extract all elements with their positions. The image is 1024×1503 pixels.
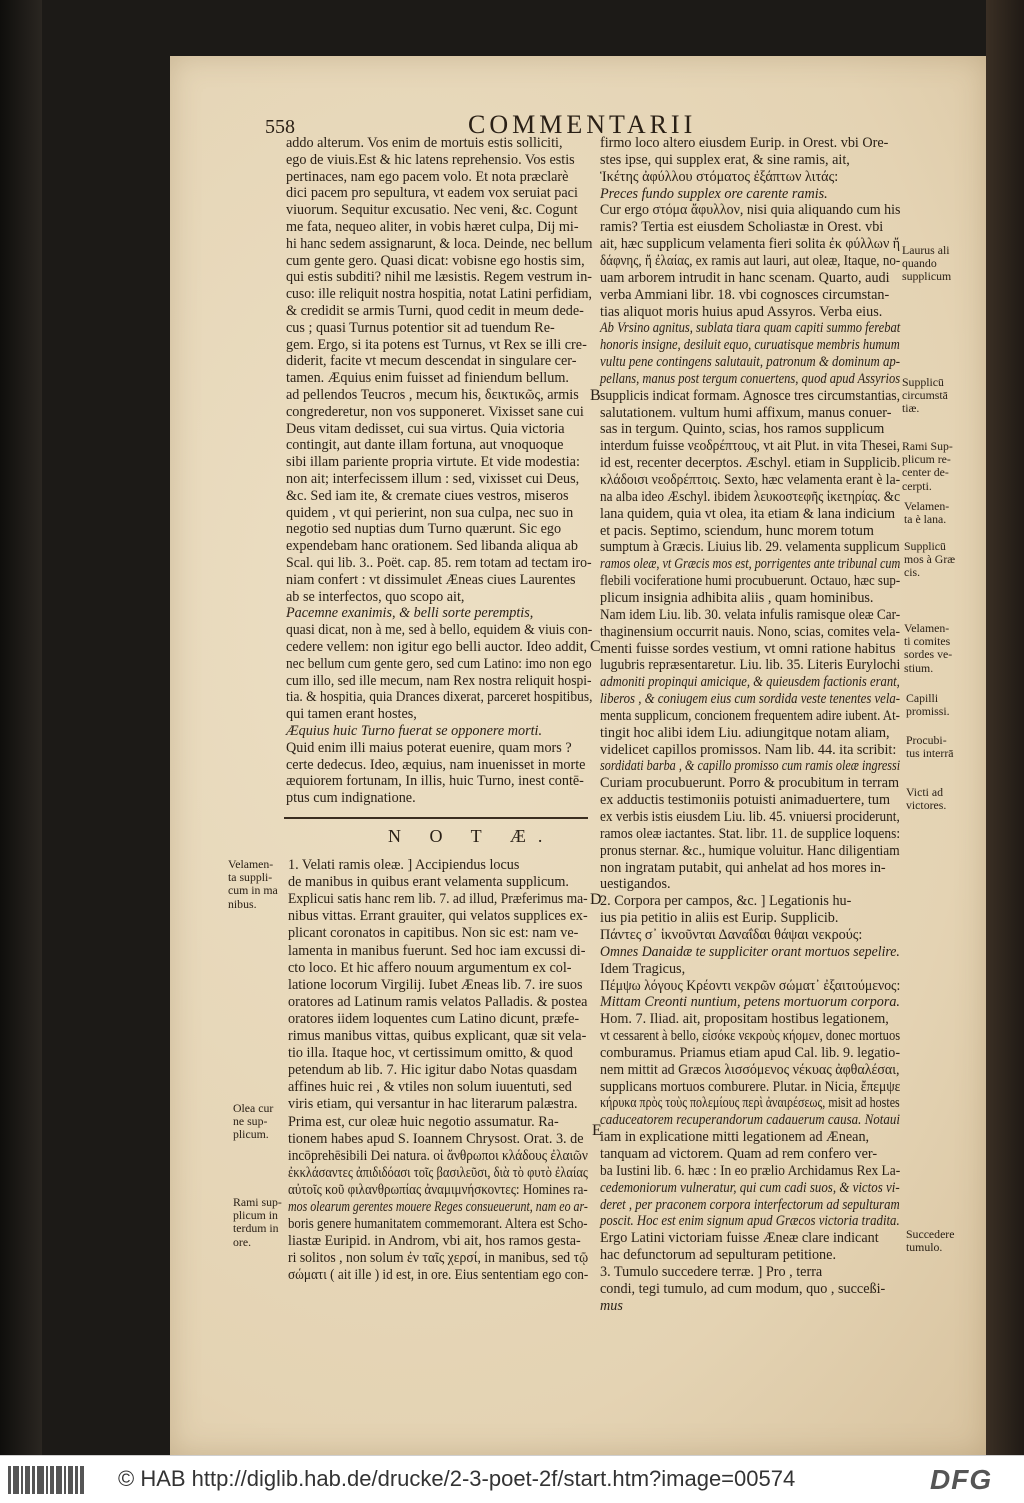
text-line: Cur ergo στόμα ἄφυλλον, nisi quia aliquando cum his xyxy=(600,202,901,219)
text-line: uestigandos. xyxy=(600,876,671,893)
text-line: cedere vellem: non igitur ego belli auctor. Ideo addit, xyxy=(286,639,587,655)
margin-note-line: Velamen- xyxy=(228,857,274,871)
margin-note-line: Velamen- xyxy=(904,621,950,635)
text-line: ba Iustini lib. 6. hæc : In eo prælio Archidamus Rex La- xyxy=(600,1162,901,1179)
margin-note-line: mos à Græ xyxy=(904,552,956,567)
margin-note-line: supplicum xyxy=(902,269,952,284)
text-line: vt cessarent à bello, εἰσόκε νεκροὺς κήομεν, donec mortuos xyxy=(600,1028,901,1045)
text-line: condi, tegi tumulo, ad cum modum, quo , succeßi- xyxy=(600,1280,886,1297)
margin-note xyxy=(904,500,949,526)
text-line: δάφνης, ἤ ἐλαίας, ex ramis aut lauri, aut oleæ, Itaque, no- xyxy=(600,252,901,269)
text-line: tia. & hospitia, quia Drances dixerat, parceret hospitibus, xyxy=(286,689,593,706)
text-line: lamenta in manibus fuerunt. Sed hoc iam excussi di- xyxy=(288,942,586,959)
text-line: Prima est, cur oleæ huic negotio assumatur. Ra- xyxy=(288,1113,559,1130)
running-title: COMMENTARII xyxy=(468,110,697,139)
text-line: Pacemne exanimis, & belli sorte peremptis, xyxy=(286,605,534,622)
scan-left-edge xyxy=(0,0,42,1455)
text-line: cuso: ille reliquit nostra hospitia, notat Latini perfidiam, xyxy=(286,286,592,303)
section-letter: B xyxy=(590,387,601,404)
text-line: sas in tergum. Quinto, scias, hos ramos supplicum xyxy=(600,421,885,438)
text-line: ex verbis istis eiusdem Liu. lib. 45. vniuersi prociderunt, xyxy=(600,809,900,825)
text-line: αὐτοῖς κοῦ φιλανθρωπίας ἀναμιμνήσκοντες: Homines ra- xyxy=(288,1181,588,1198)
margin-note-line: Velamen- xyxy=(904,499,950,513)
text-line: κήρυκα πρὸς τοὺς πολεμίους περὶ ἀναιρέσεως, misit ad hostes xyxy=(600,1095,900,1112)
margin-note-line: ta suppli- xyxy=(228,870,273,885)
text-line: ius pia petitio in aliis est Eurip. Supplicib. xyxy=(600,910,839,927)
text-line: cedemoniorum vulneratur, qui cum cadi suos, & victos vi- xyxy=(600,1179,900,1196)
text-line: contingit, aut dante illam fortuna, aut vnoquoque xyxy=(286,437,564,454)
margin-note-line: victores. xyxy=(906,798,947,813)
margin-note-line: cis. xyxy=(904,565,921,580)
text-line: ptus cum indignatione. xyxy=(286,790,416,807)
notes-heading: N O T Æ. xyxy=(388,826,555,846)
text-line: interdum fuisse νεοδρέπτους, vt ait Plut. in vita Thesei, xyxy=(600,438,901,455)
text-line: addo alterum. Vos enim de mortuis estis solliciti, xyxy=(286,135,563,151)
margin-note xyxy=(902,440,953,493)
text-line: ramos oleæ iactantes. Stat. libr. 11. de supplice loquens: xyxy=(600,825,901,842)
text-line: qui tamen erant hostes, xyxy=(286,706,417,723)
text-line: ex adductis testimoniis potuisti animaduertere, tum xyxy=(600,792,890,809)
text-line: quasi dicat, non à me, sed à bello, equidem & viuis con- xyxy=(286,622,593,639)
margin-note-line: Victi ad xyxy=(906,785,943,799)
margin-note-line: ti comites xyxy=(904,634,951,649)
text-line: ab se interfectos, quo scopo ait, xyxy=(286,588,465,605)
text-line: nibus vittas. Errant grauiter, qui velatos supplices ex- xyxy=(288,908,588,925)
margin-note-line: promissi. xyxy=(906,704,950,719)
margin-note-line: plicum in xyxy=(233,1208,278,1223)
margin-note-line: Capilli xyxy=(906,691,939,705)
text-line: incōprehēsibili Dei natura. οἱ ἄνθρωποι κλάδους ἐλαιῶν xyxy=(288,1147,588,1164)
text-line: tanquam ad victorem. Quam ad rem confero ver- xyxy=(600,1146,878,1162)
text-line: Explicui satis hanc rem lib. 7. ad illud, Præferimus ma- xyxy=(288,891,588,908)
text-line: κλάδοισι νεοδρέπτοις. Sexto, hæc velamenta erant è la- xyxy=(600,472,901,488)
text-line: latione locorum Virgilij. Iubet Æneas lib. 7. ire suos xyxy=(288,976,583,993)
page-number: 558 xyxy=(265,116,295,138)
text-line: stes ipse, qui supplex erat, & sine ramis, ait, xyxy=(600,151,850,168)
text-line: nem mittit ad Græcos λισσόμενος νέκυας ἀφθαλέσαι, xyxy=(600,1061,900,1078)
dfg-logo: DFG xyxy=(930,1464,993,1495)
text-line: ἐκκλάσαντες ἀπιδιδόασι τοῖς βασιλεῦσι, διὰ τὸ φυτὸ ἐλαίας xyxy=(288,1164,588,1181)
text-line: comburamus. Priamus etiam apud Cal. lib. 9. legatio- xyxy=(600,1044,901,1061)
text-line: Ab Vrsino agnitus, sublata tiara quam capiti summo ferebat xyxy=(600,320,901,337)
text-line: cum illo, sed ille mecum, nam Rex nostra reliquit hospi- xyxy=(286,672,592,689)
margin-note xyxy=(906,1228,954,1254)
text-line: cum gente gero. Quasi dicat: vobisne ego hostis sim, xyxy=(286,252,585,269)
text-line: mos olearum gerentes mouere Reges consueuerunt, nam eo ar- xyxy=(288,1199,588,1215)
text-line: et pacis. Septimo, sciendum, hunc morem totum xyxy=(600,522,874,539)
text-line: dici pacem pro sepultura, vt eadem vox seruiat paci xyxy=(286,185,578,202)
footer-bar xyxy=(0,1455,1024,1503)
text-line: pronus sternar. &c., humique voluitur. Hanc diligentiam xyxy=(600,842,900,859)
margin-note-line: Olea cur xyxy=(233,1101,274,1115)
section-letter: E xyxy=(592,1122,602,1139)
text-line: viris etiam, qui versantur in hac literarum palæstra. xyxy=(288,1096,578,1113)
notes-divider xyxy=(284,817,588,819)
text-line: certe dedecus. Ideo, æquius, nam inuenisset in morte xyxy=(286,756,586,773)
margin-note xyxy=(906,786,946,812)
text-line: Hom. 7. Iliad. ait, propositam hostibus legationem, xyxy=(600,1011,889,1028)
margin-note-line: center de- xyxy=(902,465,949,480)
text-line: Nam idem Liu. lib. 30. velata infulis ramisque oleæ Car- xyxy=(600,606,901,623)
text-line: Mittam Creonti nuntium, petens mortuorum corpora. xyxy=(600,994,900,1011)
section-letter: C xyxy=(590,638,601,655)
margin-note-line: Laurus ali xyxy=(902,243,950,257)
text-line: id est, recenter decerptos. Æschyl. etiam in Supplicib. xyxy=(600,455,901,472)
margin-note-line: Rami sup- xyxy=(233,1195,282,1209)
text-line: na alba ideo Æschyl. ibidem λευκοστεφῆς ἱκετηρίας. &c xyxy=(600,488,900,505)
margin-note-line: tiæ. xyxy=(902,401,920,416)
margin-note-line: sordes ve- xyxy=(904,647,953,662)
text-line: honoris insigne, desiluit equo, curuatisque membris humum xyxy=(600,337,900,354)
text-line: lugubris repræsentaretur. Liu. lib. 35. Literis Eurylochi xyxy=(600,657,901,674)
margin-note-line: stium. xyxy=(904,660,934,675)
text-line: & credidit se armis Turni, quod cedit in meum dede- xyxy=(286,303,584,319)
text-line: 1. Velati ramis oleæ. ] Accipiendus locus xyxy=(288,857,520,873)
text-line: videlicet capillos promissos. Nam lib. 44. ita scribit: xyxy=(600,741,897,758)
text-line: Æquius huic Turno fuerat se opponere morti. xyxy=(286,723,543,739)
text-line: ramis? Tertia est eiusdem Scholiastæ in Orest. vbi xyxy=(600,219,884,236)
margin-note-line: ne sup- xyxy=(233,1114,268,1129)
margin-note-line: nibus. xyxy=(228,896,257,911)
text-line: tias aliquot moris huius apud Assyros. Verba eius. xyxy=(600,303,883,320)
scan-right-edge xyxy=(986,0,1024,1455)
text-line: menta supplicum, concionem frequentem adire iubent. At- xyxy=(600,707,900,724)
text-line: Curiam procubuerunt. Porro & procubitum in terram xyxy=(600,775,900,792)
margin-note-line: tumulo. xyxy=(906,1240,943,1255)
footer-url[interactable]: © HAB http://diglib.hab.de/drucke/2-3-poet-2f/start.htm?image=00574 xyxy=(118,1466,796,1491)
text-line: vultu pene contingens salutauit, patronum & dominum ap- xyxy=(600,354,901,371)
text-line: Preces fundo supplex ore carente ramis. xyxy=(600,185,828,202)
text-line: cto loco. Et hic affero nouum argumentum ex col- xyxy=(288,959,572,976)
text-line: menti fuisse sordes vestium, vt omni ratione habitus xyxy=(600,640,896,657)
margin-note xyxy=(233,1102,273,1142)
text-line: plicum insignia adhibita aliis , quam hominibus. xyxy=(600,589,874,606)
text-line: tingit hoc alibi idem Liu. adiungitque notam aliam, xyxy=(600,724,890,741)
text-line: caduceatorem recuperandorum cadauerum causa. Notaui xyxy=(600,1112,900,1129)
text-line: ego de viuis.Est & hic latens reprehensio. Vos estis xyxy=(286,151,575,168)
text-line: mus xyxy=(600,1297,623,1314)
text-line: liberos , & coniugem eius cum sordida veste tenentes vela- xyxy=(600,691,901,708)
text-line: Ergo Latini victoriam fuisse Æneæ clare indicant xyxy=(600,1230,879,1247)
text-line: ri solitos , non solum ἐν ταῖς χερσί, in manibus, sed τῷ xyxy=(288,1250,589,1267)
text-line: Deus vitam dedisset, cui sua virtus. Quia victoria xyxy=(286,420,565,437)
margin-note-line: tus interrā xyxy=(906,746,954,761)
text-line: admoniti propinqui amicique, & quieusdem factionis erant, xyxy=(600,674,900,691)
text-line: non ait; interfecissem illum : sed, vixisset cui Deus, xyxy=(286,471,580,487)
margin-note-line: cum in ma xyxy=(228,883,278,898)
barcode-icon xyxy=(8,1466,108,1494)
text-line: cus ; quasi Turnus potentior sit ad tuendum Re- xyxy=(286,319,555,336)
margin-note-line: Rami Sup- xyxy=(902,439,953,453)
text-line: sumptum à Græcis. Liuius lib. 29. velamenta supplicum xyxy=(600,539,900,556)
text-line: uam arborem intrudit in hanc scenam. Quarto, audi xyxy=(600,269,890,286)
margin-note xyxy=(904,540,955,580)
margin-note xyxy=(902,244,951,284)
text-line: ramos oleæ, vt Græcis mos est, porrigentes ante tribunal cum xyxy=(600,556,901,573)
margin-note-line: plicum. xyxy=(233,1127,269,1142)
text-line: pertinaces, nam ego pacem volo. Et nota præclarè xyxy=(286,168,569,185)
margin-note-line: terdum in xyxy=(233,1221,279,1236)
text-line: oratores iidem loquentes cum Latino dicunt, præfe- xyxy=(288,1010,580,1027)
text-line: de manibus in quibus erant velamenta supplicum. xyxy=(288,874,569,891)
margin-note xyxy=(233,1196,282,1249)
margin-note-line: Supplicū xyxy=(904,539,946,553)
text-line: Omnes Danaidæ te suppliciter orant mortuos sepelire. xyxy=(600,943,900,960)
text-line: 2. Corpora per campos, &c. ] Legationis hu- xyxy=(600,893,852,910)
text-line: pellans, manus post tergum conuertens, quod apud Assyrios xyxy=(600,370,901,387)
margin-note-line: ore. xyxy=(233,1234,252,1249)
text-line: deret , per praconem corpora interfectorum ad sepulturam xyxy=(600,1196,900,1213)
text-line: quidem , vt qui perierint, non sua culpa, nec suo in xyxy=(286,504,574,521)
text-line: non ingratam putabit, qui anhelat ad hos mores in- xyxy=(600,859,886,876)
text-line: &c. Sed iam ite, & cremate ciues vestros, miseros xyxy=(286,487,569,504)
margin-note xyxy=(902,376,948,416)
text-line: qui estis subditi? nihil me læsistis. Regem vestrum in- xyxy=(286,269,592,286)
text-line: liastæ Euripid. in Androm, vbi ait, hos ramos gesta- xyxy=(288,1233,581,1250)
margin-note xyxy=(906,692,950,718)
text-line: gem. Ergo, si ita potens est Turnus, vt Rex se illi cre- xyxy=(286,336,587,353)
margin-note-line: ta è lana. xyxy=(904,512,947,527)
text-line: sordidati barba , & capillo promisso cum ramis oleæ ingressi xyxy=(600,758,901,775)
text-line: oratores ad Latinum ramis velatos Palladis. & postea xyxy=(288,993,588,1010)
margin-note-line: cerpti. xyxy=(902,478,932,493)
text-line: thaginensium occurrit nauis. Nono, scias, comites vela- xyxy=(600,623,901,640)
text-line: poscit. Hoc est enim signum apud Græcos victoria tradita. xyxy=(600,1213,900,1230)
margin-note-line: plicum re- xyxy=(902,452,951,467)
text-line: niam confert : vt dissimulet Æneas ciues Laurentes xyxy=(286,571,576,588)
text-line: flebili vociferatione humi procubuerunt. Octauo, hæc sup- xyxy=(600,573,901,590)
margin-note-line: circumstā xyxy=(902,388,948,403)
margin-note xyxy=(228,858,278,911)
text-line: expendebam hanc orationem. Sed libanda aliqua ab xyxy=(286,538,578,555)
margin-note-line: Succedere xyxy=(906,1227,955,1241)
text-line: Ἱκέτης ἀφύλλου στόματος ἐξάπτων λιτάς: xyxy=(600,168,839,185)
text-line: lana quidem, quia vt olea, ita etiam & lana indicium xyxy=(600,505,896,522)
text-line: nec bellum cum gente gero, sed cum Latino: imo non ego xyxy=(286,655,592,672)
margin-note xyxy=(906,734,954,760)
text-line: verba Ammiani libr. 18. vbi cognosces circumstan- xyxy=(600,286,890,303)
text-line: rimus manibus vittas, quibus explicant, quæ sit vela- xyxy=(288,1028,587,1044)
margin-note-line: quando xyxy=(902,256,937,271)
margin-note xyxy=(904,622,952,675)
text-line: affines huic rei , & vtiles non solum iuuentuti, sed xyxy=(288,1079,572,1096)
text-line: ad pellendos Teucros , mecum his, δεικτικῶς, armis xyxy=(286,387,579,403)
text-line: tio illa. Itaque hoc, vt certissimum omitto, & quod xyxy=(288,1045,573,1062)
text-line: hi hanc sedem assignarunt, & loca. Deinde, nec bellum xyxy=(286,235,593,252)
text-line: tamen. Æquius enim fuisset ad finiendum bellum. xyxy=(286,370,569,387)
margin-note-line: Procubi- xyxy=(906,733,947,747)
text-line: 3. Tumulo succedere terræ. ] Pro , terra xyxy=(600,1263,823,1280)
text-line: Idem Tragicus, xyxy=(600,960,686,977)
text-line: æquiorem fortunam, In illis, huic Turno, inest contē- xyxy=(286,773,584,790)
text-line: Quid enim illi maius poterat euenire, quam mors ? xyxy=(286,739,572,756)
text-line: diderit, facite vt mecum descendat in singulare cer- xyxy=(286,353,577,370)
text-line: supplicis indicat formam. Agnosce tres circumstantias, xyxy=(600,387,901,404)
text-line: me fata, nequeo aliter, in vobis hæret culpa, Dij mi- xyxy=(286,219,579,235)
text-line: supplicans mortuos comburere. Plutar. in Nicia, ἔπεμψε xyxy=(600,1078,901,1095)
margin-note-line: Supplicū xyxy=(902,375,944,389)
text-line: boris genere humanitatem commemorant. Altera est Scho- xyxy=(288,1216,588,1233)
text-line: Πάντες σ᾽ ἱκνοῦνται Δαναΐδαι θάψαι νεκρούς: xyxy=(600,926,863,943)
text-line: Πέμψω λόγους Κρέοντι νεκρῶν σώματ᾽ ἐξαιτούμενος: xyxy=(600,977,901,994)
text-line: ait, hæc supplicum velamenta fieri solita ἐκ φύλλων ἤ xyxy=(600,236,900,253)
text-line: plicant coronatos in capitibus. Non sic est: nam ve- xyxy=(288,925,579,942)
text-line: tionem habes apud S. Ioannem Chrysost. Orat. 3. de xyxy=(288,1130,584,1147)
text-line: congrederetur, non vos supponeret. Vixisset sane cui xyxy=(286,403,584,420)
text-line: viuorum. Sequitur excusatio. Nec veni, &c. Cogunt xyxy=(286,202,578,219)
section-letter: D xyxy=(590,891,602,908)
text-line: σώματι ( ait ille ) id est, in ore. Eius sententiam ego con- xyxy=(288,1267,589,1284)
text-line: salutationem. vultum humi affixum, manus conuer- xyxy=(600,404,892,421)
text-line: iam in explicatione mitti legationem ad Ænean, xyxy=(600,1129,870,1146)
text-line: sibi illam pariente propria virtute. Et vide modestia: xyxy=(286,454,580,471)
text-line: Scal. qui lib. 3.. Poët. cap. 85. rem totam ad tectam iro- xyxy=(286,555,592,571)
text-line: firmo loco altero eiusdem Eurip. in Orest. vbi Ore- xyxy=(600,135,889,151)
text-line: petendum ab lib. 7. Hic igitur dabo Notas quasdam xyxy=(288,1062,578,1079)
text-line: hac defunctorum ad sepulturam petitione. xyxy=(600,1247,836,1264)
text-line: negotio sed nuptias dum Turno quærunt. Sic ego xyxy=(286,521,562,538)
